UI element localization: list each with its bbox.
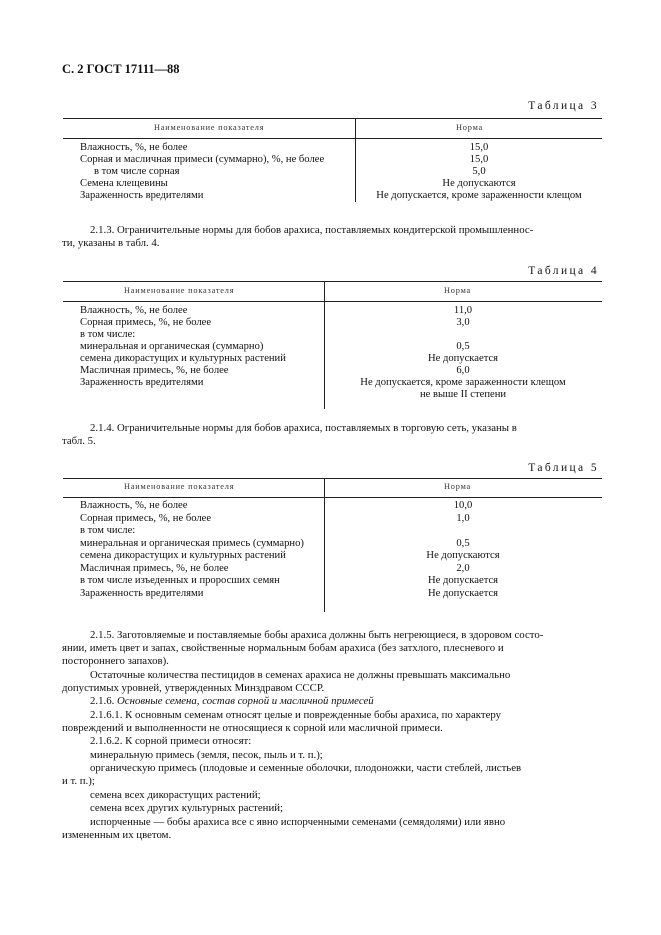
table4-row-value: Не допускается — [427, 353, 499, 364]
list-item-spoiled: испорченные — бобы арахиса все с явно испорченными семенами (семядолями) или явно — [90, 816, 506, 828]
table5-row-label: в том числе изъеденных и проросших семян — [80, 575, 280, 586]
table5-row-value: 1,0 — [456, 513, 470, 524]
paragraph-2-1-3: 2.1.3. Ограничительные нормы для бобов арахиса, поставляемых кондитерской промышленнос- — [90, 224, 534, 236]
table3-row-value: Не допускается, кроме зараженности клещом — [376, 190, 582, 201]
table5-caption: Таблица 5 — [528, 462, 599, 474]
table3-row-label: Влажность, %, не более — [80, 142, 188, 153]
table4-row-value: Не допускается, кроме зараженности клещом — [360, 377, 566, 388]
list-item-organic: органическую примесь (плодовые и семенные оболочки, плодоножки, части стеблей, листьев — [90, 762, 522, 774]
table3-row-label: Зараженность вредителями — [80, 190, 204, 201]
table4-row-label: Зараженность вредителями — [80, 377, 204, 388]
table5-row-label: Влажность, %, не более — [80, 500, 188, 511]
table3-row-label: Сорная и масличная примеси (суммарно), %, не более — [80, 154, 325, 165]
table4-row-label: Сорная примесь, %, не более — [80, 317, 212, 328]
table5-row-label: Масличная примесь, %, не более — [80, 563, 229, 574]
table5-column-divider — [324, 478, 325, 612]
paragraph-2-1-6-1: повреждений и выполненности не относящиеся к сорной или масличной примеси. — [62, 722, 443, 734]
list-item-wild-seeds: семена всех дикорастущих растений; — [90, 789, 261, 801]
table5-top-rule — [63, 478, 602, 479]
table4-row-value: 3,0 — [456, 317, 470, 328]
table4-top-rule — [63, 281, 602, 282]
table3-row-value: 15,0 — [469, 154, 489, 165]
page-header: С. 2 ГОСТ 17111—88 — [62, 62, 180, 76]
table3-column-divider — [355, 118, 356, 202]
table4-row-value: не выше II степени — [419, 389, 507, 400]
list-item-cultivated-seeds: семена всех других культурных растений; — [90, 802, 284, 814]
paragraph-2-1-4: 2.1.4. Ограничительные нормы для бобов арахиса, поставляемых в торговую сеть, указаны в — [90, 422, 517, 434]
table3-row-label: в том числе сорная — [94, 166, 180, 177]
table5-col1-header: Наименование показателя — [124, 482, 235, 491]
list-item-spoiled: измененным их цветом. — [62, 829, 172, 841]
paragraph-2-1-3: ти, указаны в табл. 4. — [62, 237, 160, 249]
section-2-1-6 — [90, 695, 374, 708]
list-item-mineral: минеральную примесь (земля, песок, пыль и т. п.); — [90, 749, 323, 761]
table5-row-label: минеральная и органическая примесь (суммарно) — [80, 538, 304, 549]
table5-row-value: 0,5 — [456, 538, 470, 549]
table5-row-label: Сорная примесь, %, не более — [80, 513, 212, 524]
table3-row-value: 15,0 — [469, 142, 489, 153]
table5-row-value: Не допускается — [427, 575, 499, 586]
table3-header-rule — [63, 138, 602, 139]
paragraph-2-1-6-2: 2.1.6.2. К сорной примеси относят: — [90, 735, 252, 747]
section-2-1-6-number: 2.1.6. — [90, 695, 115, 707]
paragraph-2-1-5: 2.1.5. Заготовляемые и поставляемые бобы арахиса должны быть негреющиеся, в здоровом состо- — [90, 629, 544, 641]
paragraph-2-1-4: табл. 5. — [62, 435, 96, 447]
table4-row-value: 6,0 — [456, 365, 470, 376]
table4-row-label: в том числе: — [80, 329, 136, 340]
list-item-organic: и т. п.); — [62, 775, 95, 787]
paragraph-2-1-6-1: 2.1.6.1. К основным семенам относят целые и поврежденные бобы арахиса, по характеру — [90, 709, 502, 721]
table3-top-rule — [63, 118, 602, 119]
table5-row-value: 10,0 — [453, 500, 473, 511]
table4-row-label: Влажность, %, не более — [80, 305, 188, 316]
table5-row-label: в том числе: — [80, 525, 136, 536]
table3-row-label: Семена клещевины — [80, 178, 168, 189]
paragraph-2-1-5: постороннего запахов). — [62, 655, 169, 667]
section-2-1-6-title: Основные семена, состав сорной и масличной примесей — [117, 695, 374, 707]
table5-col2-header: Норма — [444, 482, 472, 491]
table5-row-value: Не допускается — [427, 588, 499, 599]
table4-header-rule — [63, 301, 602, 302]
table4-row-value: 0,5 — [456, 341, 470, 352]
table5-row-label: Зараженность вредителями — [80, 588, 204, 599]
table3-caption: Таблица 3 — [528, 100, 599, 112]
table4-row-label: семена дикорастущих и культурных растений — [80, 353, 286, 364]
table4-col1-header: Наименование показателя — [124, 286, 235, 295]
table4-caption: Таблица 4 — [528, 265, 599, 277]
table4-col2-header: Норма — [444, 286, 472, 295]
table3-col1-header: Наименование показателя — [154, 123, 265, 132]
paragraph-pesticides: Остаточные количества пестицидов в семенах арахиса не должны превышать максимально — [90, 669, 511, 681]
table5-header-rule — [63, 497, 602, 498]
table3-row-value: Не допускаются — [442, 178, 516, 189]
table4-row-label: Масличная примесь, %, не более — [80, 365, 229, 376]
table5-row-value: 2,0 — [456, 563, 470, 574]
paragraph-2-1-5: янии, иметь цвет и запах, свойственные нормальным бобам арахиса (без затхлого, плесневого и — [62, 642, 504, 654]
table5-row-value: Не допускаются — [426, 550, 500, 561]
table4-row-label: минеральная и органическая (суммарно) — [80, 341, 264, 352]
table4-row-value: 11,0 — [453, 305, 473, 316]
paragraph-pesticides: допустимых уровней, утвержденных Минздравом СССР. — [62, 682, 325, 694]
table3-row-value: 5,0 — [472, 166, 486, 177]
table3-col2-header: Норма — [456, 123, 484, 132]
table5-row-label: семена дикорастущих и культурных растений — [80, 550, 286, 561]
